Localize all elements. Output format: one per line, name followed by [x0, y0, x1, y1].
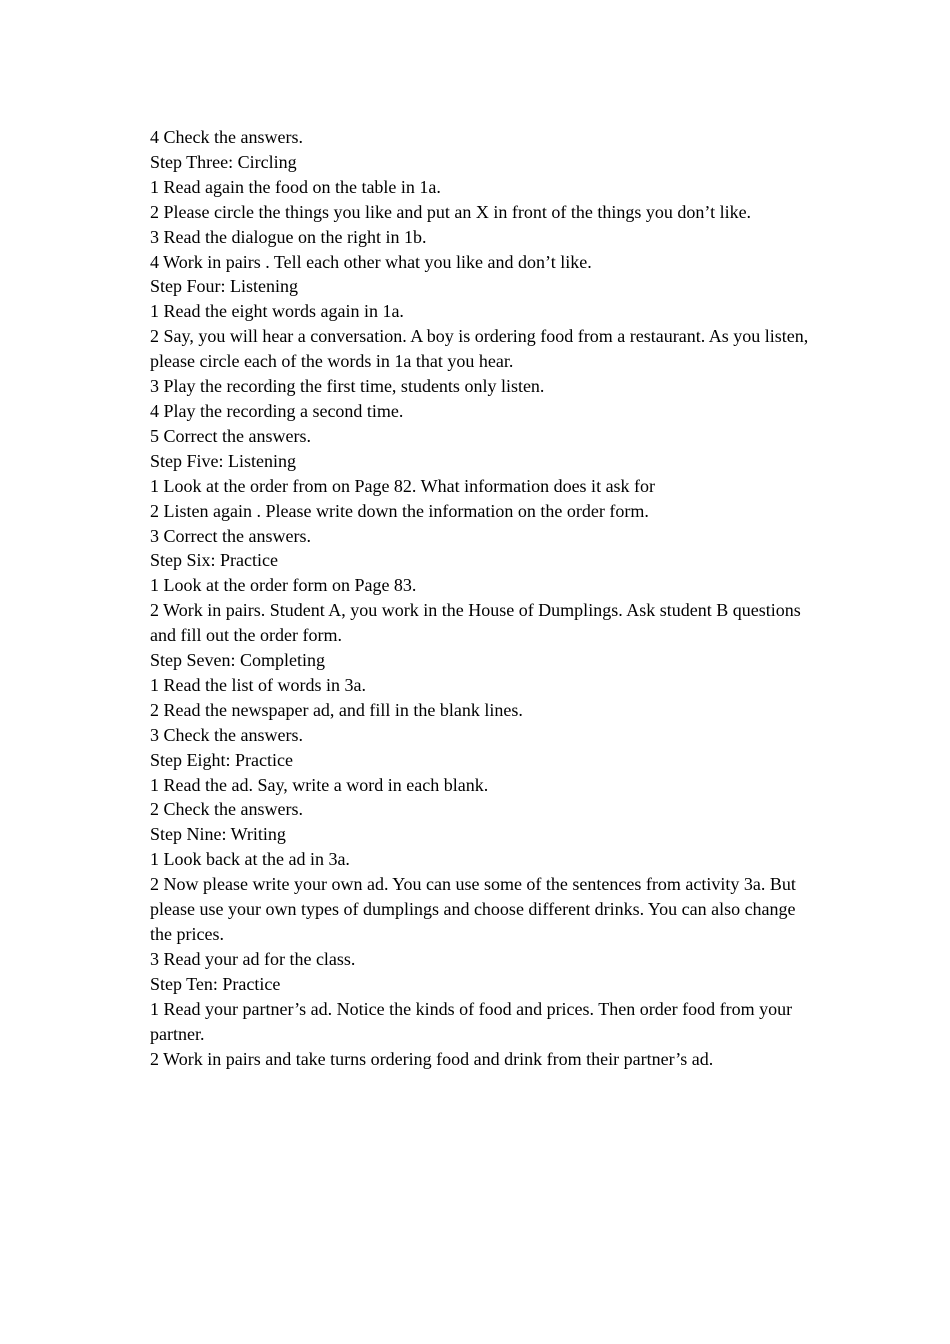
- text-line: 3 Read the dialogue on the right in 1b.: [150, 226, 427, 247]
- text-line: 1 Look at the order from on Page 82. What information does it ask for: [150, 475, 656, 496]
- text-line: 1 Look back at the ad in 3a.: [150, 849, 350, 870]
- text-line: 2 Work in pairs and take turns ordering food and drink from their partner’s ad.: [150, 1048, 714, 1069]
- text-line: 2 Say, you will hear a conversation. A boy is ordering food from a restaurant. As you listen, please circle each of the words in 1a that you hear.: [150, 326, 809, 372]
- text-line: 1 Look at the order form on Page 83.: [150, 575, 417, 596]
- text-line: 1 Read the eight words again in 1a.: [150, 301, 404, 322]
- text-line: 3 Read your ad for the class.: [150, 948, 356, 969]
- text-line: 3 Correct the answers.: [150, 525, 311, 546]
- text-line: 2 Check the answers.: [150, 799, 303, 820]
- text-line: 1 Read the ad. Say, write a word in each blank.: [150, 774, 489, 795]
- step-heading: Step Ten: Practice: [150, 973, 281, 994]
- step-heading: Step Four: Listening: [150, 276, 298, 297]
- text-line: 2 Please circle the things you like and put an X in front of the things you don’t like.: [150, 201, 752, 222]
- text-line: 2 Work in pairs. Student A, you work in the House of Dumplings. Ask student B questions and fill out the order form.: [150, 600, 801, 646]
- text-line: 3 Play the recording the first time, students only listen.: [150, 376, 545, 397]
- text-line: 2 Read the newspaper ad, and fill in the blank lines.: [150, 699, 523, 720]
- text-line: 1 Read again the food on the table in 1a.: [150, 176, 441, 197]
- step-heading: Step Nine: Writing: [150, 824, 286, 845]
- document-body: [150, 125, 810, 1071]
- text-line: 4 Check the answers.: [150, 127, 303, 147]
- text-line: 1 Read the list of words in 3a.: [150, 674, 366, 695]
- text-line: 1 Read your partner’s ad. Notice the kinds of food and prices. Then order food from your partner.: [150, 998, 793, 1044]
- text-line: 3 Check the answers.: [150, 724, 303, 745]
- text-line: 2 Now please write your own ad. You can use some of the sentences from activity 3a. But please use your own types of dumplings and choose different drinks. You can also change the prices.: [150, 874, 796, 944]
- text-line: 4 Work in pairs . Tell each other what you like and don’t like.: [150, 251, 592, 272]
- text-line: 4 Play the recording a second time.: [150, 400, 404, 421]
- step-heading: Step Six: Practice: [150, 550, 278, 571]
- text-line: 5 Correct the answers.: [150, 425, 311, 446]
- step-heading: Step Eight: Practice: [150, 749, 293, 770]
- step-heading: Step Seven: Completing: [150, 650, 325, 671]
- text-line: 2 Listen again . Please write down the information on the order form.: [150, 500, 649, 521]
- step-heading: Step Five: Listening: [150, 450, 296, 471]
- step-heading: Step Three: Circling: [150, 151, 297, 172]
